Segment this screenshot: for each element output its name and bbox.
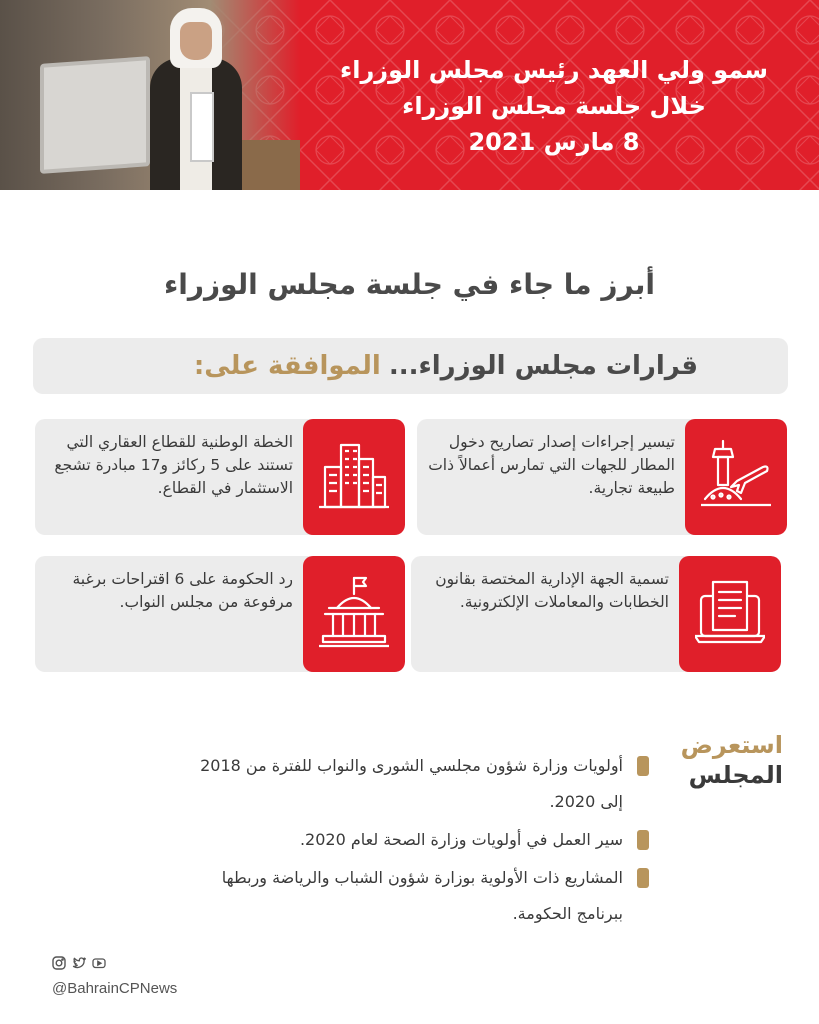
bullet-marker <box>637 756 649 776</box>
decision-text-e-transactions: تسمية الجهة الإدارية المختصة بقانون الخطابات والمعاملات الإلكترونية. <box>435 570 669 611</box>
review-item-text: أولويات وزارة شؤون مجلسي الشورى والنواب للفترة من 2018 إلى 2020. <box>200 756 623 811</box>
electronic-document-icon <box>679 556 781 672</box>
list-item <box>179 860 649 932</box>
youtube-icon[interactable] <box>92 955 106 969</box>
decision-text-real-estate: الخطة الوطنية للقطاع العقاري التي تستند على 5 ركائز و17 مبادرة تشجع الاستثمار في القطاع. <box>54 433 293 497</box>
header-banner <box>0 0 819 190</box>
parliament-icon <box>303 556 405 672</box>
header-date: 8 مارس 2021 <box>468 128 640 156</box>
header-title <box>319 52 789 160</box>
bullet-marker <box>637 830 649 850</box>
decision-card-parliament <box>35 556 405 672</box>
page-title: أبرز ما جاء في جلسة مجلس الوزراء <box>163 268 656 301</box>
list-item <box>179 748 649 820</box>
decision-card-real-estate <box>35 419 405 535</box>
list-item <box>179 822 649 858</box>
decisions-prefix: قرارات مجلس الوزراء... <box>388 351 698 381</box>
decision-text-airport: تيسير إجراءات إصدار تصاريح دخول المطار للجهات التي تمارس أعمالاً ذات طبيعة تجارية. <box>428 433 675 497</box>
review-heading <box>681 730 783 790</box>
review-item-text: المشاريع ذات الأولوية بوزارة شؤون الشباب والرياضة وربطها ببرنامج الحكومة. <box>221 868 623 923</box>
review-list <box>179 748 649 932</box>
decision-text-parliament: رد الحكومة على 6 اقتراحات برغبة مرفوعة من مجلس النواب. <box>72 570 293 611</box>
airport-icon <box>685 419 787 535</box>
decision-card-e-transactions <box>411 556 781 672</box>
account-handle[interactable]: @BahrainCPNews <box>52 980 178 997</box>
header-line-2: خلال جلسة مجلس الوزراء <box>402 92 706 120</box>
name-plaque <box>190 92 214 162</box>
review-item-text: سير العمل في أولويات وزارة الصحة لعام 2020. <box>299 830 623 849</box>
bullet-marker <box>637 868 649 888</box>
decisions-highlight: الموافقة على: <box>193 351 381 381</box>
twitter-icon[interactable] <box>72 955 86 969</box>
decision-card-airport <box>417 419 787 535</box>
instagram-icon[interactable] <box>52 955 66 969</box>
decisions-heading-bar <box>33 338 788 394</box>
city-buildings-icon <box>303 419 405 535</box>
header-line-1: سمو ولي العهد رئيس مجلس الوزراء <box>339 56 769 84</box>
crown-prince-photo <box>0 0 300 190</box>
computer-monitor <box>40 56 150 174</box>
review-heading-line-2: المجلس <box>688 761 783 789</box>
social-icons <box>52 955 106 969</box>
review-heading-line-1: استعرض <box>680 731 783 759</box>
